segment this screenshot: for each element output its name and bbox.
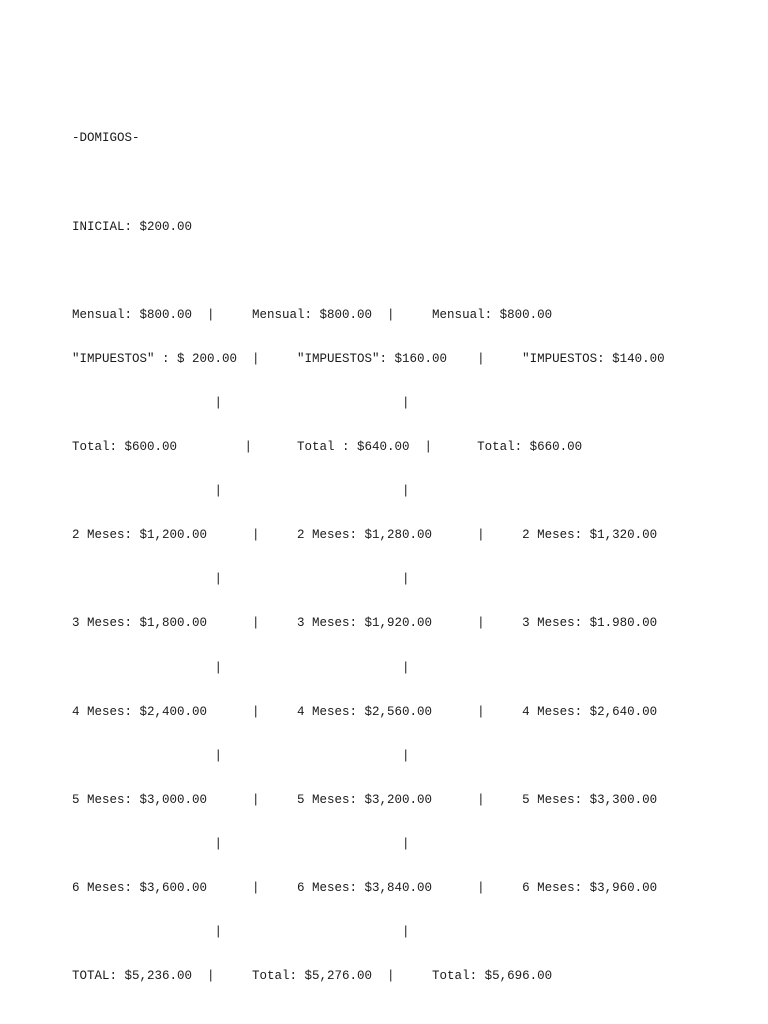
blank-line — [72, 264, 665, 279]
monthly-row: Mensual: $800.00 | Mensual: $800.00 | Mensual: $800.00 — [72, 307, 553, 322]
document-body — [72, 102, 665, 1013]
three-months-row: 3 Meses: $1,800.00 | 3 Meses: $1,920.00 | 3 Meses: $1.980.00 — [72, 616, 658, 631]
column-separator-line: | | — [72, 395, 410, 410]
column-separator-line: | | — [72, 925, 410, 940]
column-separator-line: | | — [72, 484, 410, 499]
column-separator-line: | | — [72, 836, 410, 851]
five-months-row: 5 Meses: $3,000.00 | 5 Meses: $3,200.00 | 5 Meses: $3,300.00 — [72, 792, 658, 807]
initial-amount-line: INICIAL: $200.00 — [72, 219, 193, 234]
grand-total-row: TOTAL: $5,236.00 | Total: $5,276.00 | Total: $5,696.00 — [72, 969, 553, 984]
total-row: Total: $600.00 | Total : $640.00 | Total: $660.00 — [72, 440, 583, 455]
taxes-row: "IMPUESTOS" : $ 200.00 | "IMPUESTOS": $160.00 | "IMPUESTOS: $140.00 — [72, 351, 665, 366]
blank-line — [72, 176, 665, 191]
column-separator-line: | | — [72, 660, 410, 675]
column-separator-line: | | — [72, 748, 410, 763]
four-months-row: 4 Meses: $2,400.00 | 4 Meses: $2,560.00 | 4 Meses: $2,640.00 — [72, 704, 658, 719]
two-months-row: 2 Meses: $1,200.00 | 2 Meses: $1,280.00 | 2 Meses: $1,320.00 — [72, 528, 658, 543]
document-title: -DOMIGOS- — [72, 131, 140, 146]
column-separator-line: | | — [72, 572, 410, 587]
six-months-row: 6 Meses: $3,600.00 | 6 Meses: $3,840.00 | 6 Meses: $3,960.00 — [72, 881, 658, 895]
